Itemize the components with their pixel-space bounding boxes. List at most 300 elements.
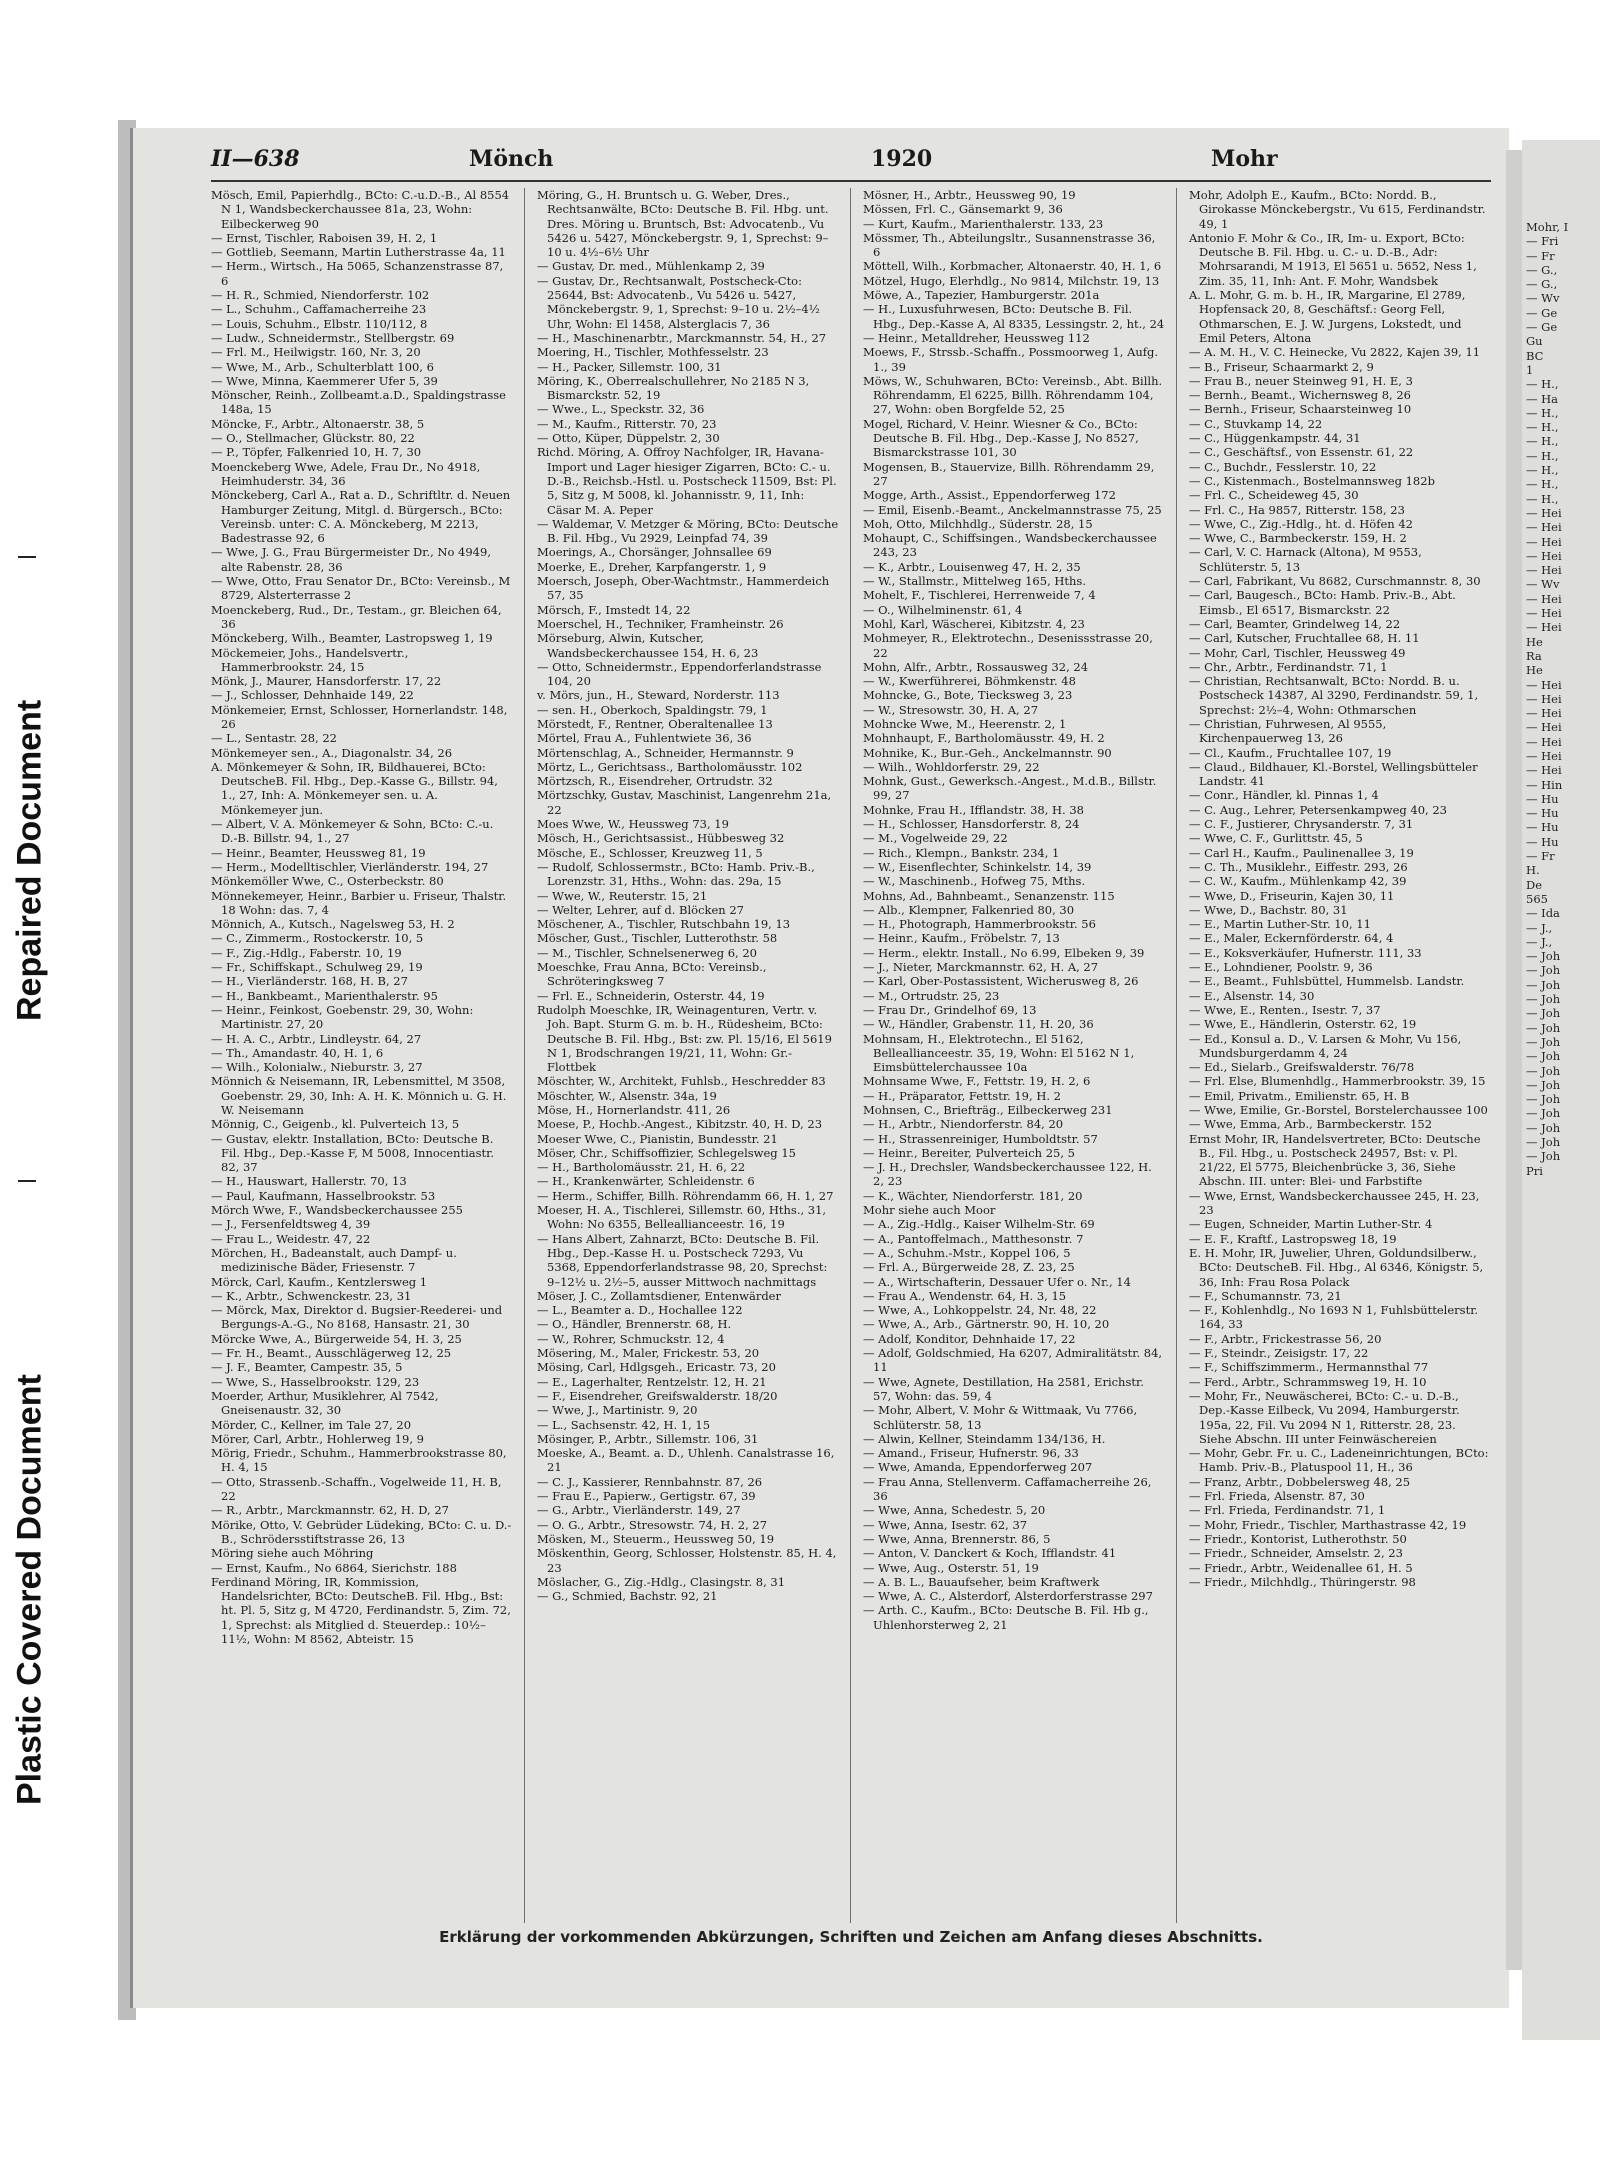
directory-entry: — Christian, Rechtsanwalt, BCto: Nordd. B. u. Postscheck 14387, Al 3290, Ferdinandstr. 59, 1, Sprechst: 2½–4, Wohn: Othmarschen [1189, 674, 1479, 717]
directory-entry: Mönckeberg, Wilh., Beamter, Lastropsweg 1, 19 [211, 631, 493, 646]
adjacent-page-line: He [1526, 634, 1543, 649]
directory-entry: — Wwe, J., Martinistr. 9, 20 [537, 1403, 698, 1418]
directory-entry: Moeser, H. A., Tischlerei, Sillemstr. 60, Hths., 31, Wohn: No 6355, Belleallianceestr. 16, 19 [537, 1203, 827, 1232]
adjacent-page-line: — J., [1526, 920, 1553, 935]
directory-entry: Mönkemeier, Ernst, Schlosser, Hornerlandstr. 148, 26 [211, 702, 508, 731]
directory-entry: — Mohr, Fr., Neuwäscherei, BCto: C.- u. D.-B., Dep.-Kasse Eilbeck, Vu 2094, Hamburgerstr. 195a, 22, Fil. Vu 2094 N 1, Ritterstr. 28, 23. Siehe Abschn. III unter Feinwäschereien [1189, 1388, 1460, 1446]
directory-entry: — Heinr., Kaufm., Fröbelstr. 7, 13 [863, 931, 1060, 946]
directory-entry: — Conr., Händler, kl. Pinnas 1, 4 [1189, 788, 1379, 803]
directory-entry: — Chr., Arbtr., Ferdinandstr. 71, 1 [1189, 659, 1388, 674]
directory-entry: — Emil, Eisenb.-Beamt., Anckelmannstrasse 75, 25 [863, 502, 1162, 517]
directory-entry: Mönnekemeyer, Heinr., Barbier u. Friseur, Thalstr. 18 Wohn: das. 7, 4 [211, 888, 507, 917]
directory-entry: — Otto, Strassenb.-Schaffn., Vogelweide 11, H. B, 22 [211, 1474, 502, 1504]
adjacent-page-line: — Hei [1526, 748, 1562, 763]
directory-entry: — Wwe, E., Renten., Isestr. 7, 37 [1189, 1002, 1381, 1017]
directory-entry: Mogensen, B., Stauervize, Billh. Röhrendamm 29, 27 [863, 459, 1155, 488]
directory-entry: Mohr siehe auch Moor [863, 1203, 996, 1218]
adjacent-page-line: — Joh [1526, 1034, 1561, 1049]
adjacent-page-line: 565 [1526, 891, 1548, 906]
directory-entry: — C., Geschäftsf., von Essenstr. 61, 22 [1189, 445, 1414, 460]
directory-entry: — L., Schuhm., Caffamacherreihe 23 [211, 302, 427, 317]
directory-entry: Mohmeyer, R., Elektrotechn., Desenissstrasse 20, 22 [863, 631, 1153, 660]
directory-entry: — Friedr., Arbtr., Weidenallee 61, H. 5 [1189, 1560, 1413, 1575]
adjacent-page-line: — Hu [1526, 806, 1559, 821]
directory-entry: Mohnke, Frau H., Ifflandstr. 38, H. 38 [863, 802, 1084, 817]
directory-entry: Mohnsame Wwe, F., Fettstr. 19, H. 2, 6 [863, 1074, 1091, 1089]
directory-entry: E. H. Mohr, IR, Juwelier, Uhren, Goldundsilberw., BCto: DeutscheB. Fil. Hbg., Al 6346, Königstr. 5, 36, Inh: Frau Rosa Polack [1189, 1245, 1484, 1289]
adjacent-page-line: — Ge [1526, 305, 1558, 320]
directory-entry: — Mohr, Gebr. Fr. u. C., Ladeneinrichtungen, BCto: Hamb. Priv.-B., Platuspool 11, H., 36 [1189, 1446, 1489, 1475]
directory-entry: A. L. Mohr, G. m. b. H., IR, Margarine, El 2789, Hopfensack 20, 8, Geschäftsf.: Georg Fell, Othmarschen, E. J. W. Jurgens, Lokstedt, und Emil Peters, Altona [1189, 288, 1466, 345]
directory-entry: Mohnhaupt, F., Bartholomäusstr. 49, H. 2 [863, 731, 1105, 746]
directory-entry: — K., Arbtr., Schwenckestr. 23, 31 [211, 1288, 412, 1303]
directory-entry: — Frl. M., Heilwigstr. 160, Nr. 3, 20 [211, 345, 421, 360]
directory-entry: — Carl, Baugesch., BCto: Hamb. Priv.-B., Abt. Eimsb., El 6517, Bismarckstr. 22 [1189, 588, 1456, 617]
directory-entry: — M., Tischler, Schnelsenerweg 6, 20 [537, 945, 757, 960]
directory-entry: — Adolf, Konditor, Dehnhaide 17, 22 [863, 1331, 1076, 1346]
directory-entry: Möring, K., Oberrealschullehrer, No 2185 N 3, Bismarckstr. 52, 19 [537, 373, 810, 403]
directory-entry: Moenckeberg, Rud., Dr., Testam., gr. Bleichen 64, 36 [211, 602, 502, 631]
directory-entry: Mörig, Friedr., Schuhm., Hammerbrookstrasse 80, H. 4, 15 [211, 1446, 507, 1475]
directory-entry: Möschter, W., Alsenstr. 34a, 19 [537, 1088, 717, 1103]
directory-entry: — W., Stallmstr., Mittelweg 165, Hths. [863, 574, 1086, 589]
directory-entry: — H., Photograph, Hammerbrookstr. 56 [863, 917, 1096, 932]
directory-entry: — F., Schiffszimmerm., Hermannsthal 77 [1189, 1360, 1429, 1375]
directory-entry: — Th., Amandastr. 40, H. 1, 6 [211, 1045, 384, 1060]
directory-entry: — Frl. Frieda, Alsenstr. 87, 30 [1189, 1489, 1365, 1504]
entry-column-4 [1189, 188, 1491, 1923]
directory-entry: — Eugen, Schneider, Martin Luther-Str. 4 [1189, 1217, 1433, 1232]
directory-entry: — C. F., Justierer, Chrysanderstr. 7, 31 [1189, 817, 1414, 832]
directory-entry: — H. R., Schmied, Niendorferstr. 102 [211, 288, 430, 303]
directory-entry: — G., Schmied, Bachstr. 92, 21 [537, 1589, 718, 1604]
directory-entry: — Ludw., Schneidermstr., Stellbergstr. 69 [211, 330, 455, 345]
directory-entry: — H., Strassenreiniger, Humboldtstr. 57 [863, 1131, 1098, 1146]
directory-entry: Mösche, E., Schlosser, Kreuzweg 11, 5 [537, 845, 763, 860]
directory-entry: Mörchen, H., Badeanstalt, auch Dampf- u. medizinische Bäder, Friesenstr. 7 [211, 1245, 457, 1275]
directory-entry: — Amand., Friseur, Hufnerstr. 96, 33 [863, 1446, 1079, 1461]
directory-entry: — Waldemar, V. Metzger & Möring, BCto: Deutsche B. Fil. Hbg., Vu 2929, Leinpfad 74, 39 [537, 516, 839, 546]
adjacent-page-line: — Hu [1526, 834, 1559, 849]
directory-entry: — Wwe, Otto, Frau Senator Dr., BCto: Vereinsb., M 8729, Alsterterrasse 2 [211, 574, 511, 603]
directory-entry: Moerings, A., Chorsänger, Johnsallee 69 [537, 545, 772, 560]
directory-entry: Moerschel, H., Techniker, Framheinstr. 26 [537, 616, 784, 631]
directory-entry: Moersch, Joseph, Ober-Wachtmstr., Hammerdeich 57, 35 [537, 574, 830, 603]
directory-entry: — O., Händler, Brennerstr. 68, H. [537, 1317, 732, 1332]
directory-entry: Mohr, Adolph E., Kaufm., BCto: Nordd. B., Girokasse Mönckebergstr., Vu 615, Ferdinandstr. 49, 1 [1189, 188, 1486, 231]
directory-entry: Moeske, A., Beamt. a. D., Uhlenh. Canalstrasse 16, 21 [537, 1446, 835, 1475]
column-rule [1176, 188, 1177, 1923]
directory-entry: — Carl, V. C. Harnack (Altona), M 9553, Schlüterstr. 5, 13 [1189, 545, 1422, 574]
directory-entry: Mössmer, Th., Abteilungsltr., Susannenstrasse 36, 6 [863, 230, 1156, 260]
directory-entry: — Wwe, J. G., Frau Bürgermeister Dr., No 4949, alte Rabenstr. 28, 36 [211, 545, 491, 574]
directory-entry: — Arth. C., Kaufm., BCto: Deutsche B. Fil. Hb g., Uhlenhorsterweg 2, 21 [863, 1603, 1149, 1632]
directory-entry: — Otto, Schneidermstr., Eppendorferlandstrasse 104, 20 [537, 659, 822, 689]
directory-entry: Mönkemöller Wwe, C., Osterbeckstr. 80 [211, 874, 444, 889]
directory-entry: — A., Schuhm.-Mstr., Koppel 106, 5 [863, 1245, 1071, 1260]
directory-entry: — Emil, Privatm., Emilienstr. 65, H. B [1189, 1088, 1410, 1103]
adjacent-page-line: — Joh [1526, 1006, 1561, 1021]
directory-entry: Mörtzschky, Gustav, Maschinist, Langenrehm 21a, 22 [537, 788, 832, 817]
entry-column-2 [537, 188, 839, 1923]
adjacent-page-line: — Joh [1526, 1106, 1561, 1121]
adjacent-page-line: — Joh [1526, 1120, 1561, 1135]
directory-entry: Ernst Mohr, IR, Handelsvertreter, BCto: Deutsche B., Fil. Hbg., u. Postscheck 24957, Bst: v. Pl. 21/22, El 5775, Bleichenbrücke 3, 36, Siehe Abschn. III. unter: Blei- und Farbstifte [1189, 1131, 1481, 1189]
directory-entry: Mohnsam, H., Elektrotechn., El 5162, Belleallianceestr. 35, 19, Wohn: El 5162 N 1, Eimsbüttelerchaussee 10a [863, 1031, 1135, 1075]
directory-entry: A. Mönkemeyer & Sohn, IR, Bildhauerei, BCto: DeutscheB. Fil. Hbg., Dep.-Kasse G., Billstr. 94, 1., 27, Inh: A. Mönkemeyer sen. u. A. Mönkemeyer jun. [211, 759, 498, 817]
directory-entry: Möring, G., H. Bruntsch u. G. Weber, Dres., Rechtsanwälte, BCto: Deutsche B. Fil. Hbg. unt. Dres. Möring u. Bruntsch, Bst: Advocatenb., Vu 5426 u. 5427, Mönckebergstr. 9, 1, Sprechst: 9–10 u. 4½–6½ Uhr [537, 188, 829, 260]
directory-entry: — Fr. H., Beamt., Ausschlägerweg 12, 25 [211, 1346, 452, 1361]
directory-entry: — Kurt, Kaufm., Marienthalerstr. 133, 23 [863, 216, 1104, 231]
directory-entry: — Ferd., Arbtr., Schrammsweg 19, H. 10 [1189, 1374, 1427, 1389]
directory-entry: Mösner, H., Arbtr., Heussweg 90, 19 [863, 188, 1076, 202]
directory-entry: — C., Buchdr., Fesslerstr. 10, 22 [1189, 459, 1377, 474]
directory-entry: — Frl. C., Ha 9857, Ritterstr. 158, 23 [1189, 502, 1405, 517]
adjacent-page-line: — H., [1526, 477, 1559, 492]
directory-entry: — Louis, Schuhm., Elbstr. 110/112, 8 [211, 316, 428, 331]
adjacent-page-line: — Hei [1526, 720, 1562, 735]
header-rule [211, 180, 1491, 182]
directory-entry: — L., Sachsenstr. 42, H. 1, 15 [537, 1417, 711, 1432]
directory-entry: — Carl H., Kaufm., Paulinenallee 3, 19 [1189, 845, 1414, 860]
directory-entry: — Gustav, Dr., Rechtsanwalt, Postscheck-Cto: 25644, Bst: Advocatenb., Vu 5426 u. 5427, Mönckebergstr. 9, 1, Sprechst: 9–10 u. 2½–4½ Uhr, Wohn: El 1458, Alsterglacis 7, 36 [537, 273, 820, 331]
directory-entry: Möttell, Wilh., Korbmacher, Altonaerstr. 40, H. 1, 6 [863, 259, 1162, 274]
directory-entry: — P., Töpfer, Falkenried 10, H. 7, 30 [211, 445, 422, 460]
directory-entry: Moese, P., Hochb.-Angest., Kibitzstr. 40, H. D, 23 [537, 1117, 823, 1132]
directory-entry: — K., Wächter, Niendorferstr. 181, 20 [863, 1188, 1083, 1203]
directory-entry: — Franz, Arbtr., Dobbelersweg 48, 25 [1189, 1474, 1411, 1489]
directory-entry: — E., Maler, Eckernförderstr. 64, 4 [1189, 931, 1394, 946]
adjacent-page-line: Ra [1526, 648, 1542, 663]
directory-entry: — Cl., Kaufm., Fruchtallee 107, 19 [1189, 745, 1392, 760]
directory-entry: Moenckeberg Wwe, Adele, Frau Dr., No 4918, Heimhuderstr. 34, 36 [211, 459, 481, 488]
directory-entry: Möschener, A., Tischler, Rutschbahn 19, 13 [537, 917, 791, 932]
directory-entry: Möwe, A., Tapezier, Hamburgerstr. 201a [863, 288, 1100, 303]
directory-entry: Mönnich & Neisemann, IR, Lebensmittel, M 3508, Goebenstr. 29, 30, Inh: A. H. K. Mönnich u. G. H. W. Neisemann [211, 1074, 507, 1117]
directory-entry: Möscher, Gust., Tischler, Lutterothstr. 58 [537, 931, 778, 946]
directory-entry: — Carl, Fabrikant, Vu 8682, Curschmannstr. 8, 30 [1189, 574, 1481, 589]
directory-entry: — E., Martin Luther-Str. 10, 11 [1189, 917, 1371, 932]
adjacent-page-line: — Hei [1526, 677, 1562, 692]
page-edge [1506, 150, 1522, 1970]
directory-entry: Mohncke Wwe, M., Heerenstr. 2, 1 [863, 716, 1067, 731]
directory-entry: — Wwe, A., Lohkoppelstr. 24, Nr. 48, 22 [863, 1303, 1097, 1318]
adjacent-page-line: — Hei [1526, 534, 1562, 549]
directory-entry: — Bernh., Beamt., Wichernsweg 8, 26 [1189, 388, 1411, 403]
directory-entry: Mörtel, Frau A., Fuhlentwiete 36, 36 [537, 731, 752, 746]
directory-entry: — Heinr., Beamter, Heussweg 81, 19 [211, 845, 426, 860]
directory-entry: — C., Hüggenkampstr. 44, 31 [1189, 431, 1361, 446]
directory-entry: — A., Pantoffelmach., Matthesonstr. 7 [863, 1231, 1084, 1246]
adjacent-page-line: — Wv [1526, 577, 1560, 592]
directory-entry: — J., Fersenfeldtsweg 4, 39 [211, 1217, 371, 1232]
directory-entry: — O., Wilhelminenstr. 61, 4 [863, 602, 1023, 617]
adjacent-page-line: — Ha [1526, 391, 1559, 406]
directory-entry: — Herm., Wirtsch., Ha 5065, Schanzenstrasse 87, 6 [211, 259, 504, 288]
directory-entry: — Gustav, elektr. Installation, BCto: Deutsche B. Fil. Hbg., Dep.-Kasse F, M 5008, Innocentiastr. 82, 37 [211, 1131, 495, 1175]
adjacent-page-line: — H., [1526, 463, 1559, 478]
directory-entry: — O., Stellmacher, Glückstr. 80, 22 [211, 431, 415, 446]
directory-entry: — J. H., Drechsler, Wandsbeckerchaussee 122, H. 2, 23 [863, 1160, 1152, 1189]
directory-entry: Mösken, M., Steuerm., Heussweg 50, 19 [537, 1531, 775, 1546]
range-end-keyword: Mohr [1211, 146, 1278, 172]
directory-entry: Mogge, Arth., Assist., Eppendorferweg 172 [863, 488, 1116, 503]
directory-entry: Mörseburg, Alwin, Kutscher, Wandsbeckerchaussee 154, H. 6, 23 [537, 631, 759, 660]
directory-entry: — Rudolf, Schlossermstr., BCto: Hamb. Priv.-B., Lorenzstr. 31, Hths., Wohn: das. 29a, 15 [537, 859, 815, 889]
directory-entry: — Carl, Beamter, Grindelweg 14, 22 [1189, 616, 1401, 631]
directory-entry: — Wwe, C., Barmbeckerstr. 159, H. 2 [1189, 531, 1407, 546]
directory-entry: — E., Koksverkäufer, Hufnerstr. 111, 33 [1189, 945, 1422, 960]
directory-entry: — Frau L., Weidestr. 47, 22 [211, 1231, 371, 1246]
directory-entry: Moerke, E., Dreher, Karpfangerstr. 1, 9 [537, 559, 767, 574]
directory-entry: Möckemeier, Johs., Handelsvertr., Hammerbrookstr. 24, 15 [211, 645, 409, 674]
directory-entry: — C. Th., Musiklehr., Eiffestr. 293, 26 [1189, 859, 1408, 874]
directory-entry: — H., Arbtr., Niendorferstr. 84, 20 [863, 1117, 1064, 1132]
column-rule [850, 188, 851, 1923]
adjacent-page-line: — Hei [1526, 706, 1562, 721]
directory-entry: Mönscher, Reinh., Zollbeamt.a.D., Spaldingstrasse 148a, 15 [211, 388, 506, 417]
directory-entry: Mötzel, Hugo, Elerhdlg., No 9814, Milchstr. 19, 13 [863, 273, 1160, 288]
directory-entry: — Herm., Modelltischler, Vierländerstr. 194, 27 [211, 859, 489, 874]
directory-entry: — sen. H., Oberkoch, Spaldingstr. 79, 1 [537, 702, 768, 717]
directory-entry: — Wwe, W., Reuterstr. 15, 21 [537, 888, 708, 903]
directory-entry: Mörstedt, F., Rentner, Oberaltenallee 13 [537, 716, 773, 731]
directory-entry: Mohaupt, C., Schiffsingen., Wandsbeckerchaussee 243, 23 [863, 531, 1157, 560]
directory-entry: Moh, Otto, Milchhdlg., Süderstr. 28, 15 [863, 516, 1093, 531]
directory-entry: Möser, Chr., Schiffsoffizier, Schlegelsweg 15 [537, 1145, 796, 1160]
directory-entry: — Friedr., Milchhdlg., Thüringerstr. 98 [1189, 1574, 1416, 1589]
directory-entry: Mohns, Ad., Bahnbeamt., Senanzenstr. 115 [863, 888, 1115, 903]
directory-entry: Mönnig, C., Geigenb., kl. Pulverteich 13, 5 [211, 1117, 460, 1132]
directory-entry: — Bernh., Friseur, Schaarsteinweg 10 [1189, 402, 1412, 417]
directory-entry: — Frl. Else, Blumenhdlg., Hammerbrookstr. 39, 15 [1189, 1074, 1486, 1089]
directory-entry: — R., Arbtr., Marckmannstr. 62, H. D, 27 [211, 1503, 449, 1518]
adjacent-page-line: — H., [1526, 448, 1559, 463]
directory-page [130, 128, 1509, 2008]
directory-entry: — Otto, Küper, Düppelstr. 2, 30 [537, 431, 720, 446]
directory-entry: — Wwe, Aug., Osterstr. 51, 19 [863, 1560, 1039, 1575]
entry-column-3 [863, 188, 1165, 1923]
directory-entry: — C. W., Kaufm., Mühlenkamp 42, 39 [1189, 874, 1407, 889]
directory-entry: — H., Bartholomäusstr. 21, H. 6, 22 [537, 1160, 746, 1175]
directory-entry: Mörcke Wwe, A., Bürgerweide 54, H. 3, 25 [211, 1331, 462, 1346]
directory-entry: — E., Beamt., Fuhlsbüttel, Hummelsb. Landstr. [1189, 974, 1465, 989]
adjacent-page-line: De [1526, 877, 1543, 892]
adjacent-page-line: — Fr [1526, 248, 1555, 263]
directory-entry: Mörck, Carl, Kaufm., Kentzlersweg 1 [211, 1274, 428, 1289]
directory-entry: — Ernst, Kaufm., No 6864, Sierichstr. 188 [211, 1560, 457, 1575]
adjacent-page-line: — Hei [1526, 620, 1562, 635]
adjacent-page-line: — Hu [1526, 791, 1559, 806]
directory-entry: — K., Arbtr., Louisenweg 47, H. 2, 35 [863, 559, 1081, 574]
adjacent-page-line: — Joh [1526, 1063, 1561, 1078]
directory-entry: — E., Lohndiener, Poolstr. 9, 36 [1189, 960, 1373, 975]
directory-entry: — H., Vierländerstr. 168, H. B, 27 [211, 974, 408, 989]
abbreviation-footer-note: Erklärung der vorkommenden Abkürzungen, Schriften und Zeichen am Anfang dieses Abschnitts. [439, 1928, 1263, 1946]
directory-entry: Mohnike, K., Bur.-Geh., Anckelmannstr. 90 [863, 745, 1112, 760]
directory-entry: — H., Bankbeamt., Marienthalerstr. 95 [211, 988, 438, 1003]
directory-entry: — L., Beamter a. D., Hochallee 122 [537, 1303, 743, 1318]
directory-entry: — Herm., elektr. Install., No 6.99, Elbeken 9, 39 [863, 945, 1145, 960]
directory-entry: — Wwe, Anna, Isestr. 62, 37 [863, 1517, 1028, 1532]
directory-entry: Mönk, J., Maurer, Hansdorferstr. 17, 22 [211, 674, 442, 689]
directory-entry: — Frl. C., Scheideweg 45, 30 [1189, 488, 1359, 503]
directory-entry: — M., Ortrudstr. 25, 23 [863, 988, 1000, 1003]
directory-entry: — Christian, Fuhrwesen, Al 9555, Kirchenpauerweg 13, 26 [1189, 716, 1387, 746]
directory-entry: Rudolph Moeschke, IR, Weinagenturen, Vertr. v. Joh. Bapt. Sturm G. m. b. H., Rüdesheim, BCto: Deutsche B. Fil. Hbg., Bst: zw. Pl. 15/16, El 5619 N 1, Brodschrangen 19/21, 11, Wohn: Gr.-Flottbek [537, 1002, 832, 1075]
directory-entry: — Mohr, Carl, Tischler, Heussweg 49 [1189, 645, 1406, 660]
directory-entry: — E., Lagerhalter, Rentzelstr. 12, H. 21 [537, 1374, 767, 1389]
directory-entry: — J. F., Beamter, Campestr. 35, 5 [211, 1360, 403, 1375]
directory-entry: Mösinger, P., Arbtr., Sillemstr. 106, 31 [537, 1431, 759, 1446]
directory-entry: — Ernst, Tischler, Raboisen 39, H. 2, 1 [211, 230, 438, 245]
adjacent-page-line: — H., [1526, 377, 1559, 392]
label-divider [18, 556, 36, 558]
adjacent-page-line: — Fri [1526, 234, 1559, 249]
directory-entry: Mörch Wwe, F., Wandsbeckerchaussee 255 [211, 1203, 463, 1218]
directory-entry: — Wwe, M., Arb., Schulterblatt 100, 6 [211, 359, 434, 374]
adjacent-page-line: — Joh [1526, 1077, 1561, 1092]
directory-entry: — H., Krankenwärter, Schleidenstr. 6 [537, 1174, 755, 1189]
adjacent-page-line: — Hei [1526, 563, 1562, 578]
directory-entry: Mörer, Carl, Arbtr., Hohlerweg 19, 9 [211, 1431, 424, 1446]
directory-entry: Mörike, Otto, V. Gebrüder Lüdeking, BCto: C. u. D.-B., Schrödersstiftstrasse 26, 13 [211, 1517, 512, 1546]
directory-entry: Moeschke, Frau Anna, BCto: Vereinsb., Schröteringksweg 7 [537, 960, 767, 989]
adjacent-page-line: — Joh [1526, 963, 1561, 978]
directory-entry: — Wwe., L., Speckstr. 32, 36 [537, 402, 705, 417]
directory-year: 1920 [871, 146, 933, 172]
entry-column-1 [211, 188, 513, 1923]
directory-entry: — A., Wirtschafterin, Dessauer Ufer o. Nr., 14 [863, 1274, 1131, 1289]
directory-entry: — Claud., Bildhauer, Kl.-Borstel, Wellingsbütteler Landstr. 41 [1189, 759, 1478, 789]
directory-entry: — Mohr, Friedr., Tischler, Marthastrasse 42, 19 [1189, 1517, 1467, 1532]
directory-entry: Mörder, C., Kellner, im Tale 27, 20 [211, 1417, 412, 1432]
directory-entry: Mönnich, A., Kutsch., Nagelsweg 53, H. 2 [211, 917, 455, 932]
directory-entry: — Anton, V. Danckert & Koch, Ifflandstr. 41 [863, 1546, 1117, 1561]
directory-entry: Mohelt, F., Tischlerei, Herrenweide 7, 4 [863, 588, 1096, 603]
directory-entry: Mohn, Alfr., Arbtr., Rossausweg 32, 24 [863, 659, 1089, 674]
directory-entry: Mösch, Emil, Papierhdlg., BCto: C.-u.D.-B., Al 8554 N 1, Wandsbeckerchaussee 81a, 23, Wohn: Eilbeckerweg 90 [211, 188, 510, 231]
directory-entry: — Wwe, A. C., Alsterdorf, Alsterdorferstrasse 297 [863, 1589, 1153, 1604]
directory-entry: — Wwe, A., Arb., Gärtnerstr. 90, H. 10, 20 [863, 1317, 1110, 1332]
directory-entry: Möser, J. C., Zollamtsdiener, Entenwärder [537, 1288, 781, 1303]
directory-entry: — H., Schlosser, Hansdorferstr. 8, 24 [863, 817, 1080, 832]
directory-entry: Mohnsen, C., Briefträg., Eilbeckerweg 231 [863, 1103, 1113, 1117]
adjacent-page-line: — Hin [1526, 777, 1563, 792]
directory-entry: — W., Händler, Grabenstr. 11, H. 20, 36 [863, 1017, 1094, 1032]
label-divider [18, 1180, 36, 1182]
page-number: II—638 [211, 146, 300, 172]
directory-entry: — Gustav, Dr. med., Mühlenkamp 2, 39 [537, 259, 765, 274]
directory-entry: — Wilh., Kolonialw., Nieburstr. 3, 27 [211, 1060, 423, 1075]
directory-entry: — M., Vogelweide 29, 22 [863, 831, 1008, 846]
directory-entry: — F., Eisendreher, Greifswalderstr. 18/20 [537, 1388, 778, 1403]
directory-entry: — Wwe, Emma, Arb., Barmbeckerstr. 152 [1189, 1117, 1433, 1132]
directory-entry: — Rich., Klempn., Bankstr. 234, 1 [863, 845, 1060, 860]
adjacent-page-line: 1 [1526, 362, 1534, 377]
directory-entry: — H., Luxusfuhrwesen, BCto: Deutsche B. Fil. Hbg., Dep.-Kasse A, Al 8335, Lessingstr. 2, ht., 24 [863, 302, 1165, 331]
adjacent-page-line: — Fr [1526, 849, 1555, 864]
directory-entry: Mösing, Carl, Hdlgsgeh., Ericastr. 73, 20 [537, 1360, 776, 1375]
directory-entry: — Frl. Frieda, Ferdinandstr. 71, 1 [1189, 1503, 1386, 1518]
directory-entry: Mössen, Frl. C., Gänsemarkt 9, 36 [863, 202, 1063, 217]
adjacent-page-line: — Hu [1526, 820, 1559, 835]
directory-entry: — A., Zig.-Hdlg., Kaiser Wilhelm-Str. 69 [863, 1217, 1095, 1232]
adjacent-page-line: — Joh [1526, 1149, 1561, 1164]
directory-entry: Mohncke, G., Bote, Tiecksweg 3, 23 [863, 688, 1073, 703]
directory-entry: — Heinr., Metalldreher, Heussweg 112 [863, 330, 1090, 345]
directory-entry: — Wwe, Minna, Kaemmerer Ufer 5, 39 [211, 373, 438, 388]
directory-entry: — A. M. H., V. C. Heinecke, Vu 2822, Kajen 39, 11 [1189, 345, 1481, 360]
directory-entry: Mohl, Karl, Wäscherei, Kibitzstr. 4, 23 [863, 616, 1085, 631]
directory-entry: — Mörck, Max, Direktor d. Bugsier-Reederei- und Bergungs-A.-G., No 8168, Hansastr. 21, 30 [211, 1303, 503, 1332]
directory-entry: — Frl. E., Schneiderin, Osterstr. 44, 19 [537, 988, 765, 1003]
adjacent-page-line: — Joh [1526, 1020, 1561, 1035]
directory-entry: — F., Arbtr., Frickestrasse 56, 20 [1189, 1331, 1382, 1346]
directory-entry: — Wwe, Ernst, Wandsbeckerchaussee 245, H. 23, 23 [1189, 1188, 1480, 1218]
directory-entry: Mörtz, L., Gerichtsass., Bartholomäusstr. 102 [537, 759, 803, 774]
directory-entry: — Frl. A., Bürgerweide 28, Z. 23, 25 [863, 1260, 1075, 1275]
directory-entry: — Wwe, D., Bachstr. 80, 31 [1189, 902, 1348, 917]
adjacent-page-line: — G., [1526, 277, 1558, 292]
adjacent-page-line: — J., [1526, 934, 1553, 949]
directory-entry: Möws, W., Schuhwaren, BCto: Vereinsb., Abt. Billh. Röhrendamm, El 6225, Billh. Röhrendamm 104, 27, Wohn: oben Borgfelde 52, 25 [863, 373, 1163, 417]
directory-entry: — Wwe, Anna, Brennerstr. 86, 5 [863, 1531, 1051, 1546]
directory-entry: — J., Nieter, Marckmannstr. 62, H. A, 27 [863, 960, 1099, 975]
directory-entry: — M., Kaufm., Ritterstr. 70, 23 [537, 416, 717, 431]
directory-entry: — L., Sentastr. 28, 22 [211, 731, 337, 746]
adjacent-page-line: Mohr, I [1526, 220, 1569, 234]
directory-entry: Mönkemeyer sen., A., Diagonalstr. 34, 26 [211, 745, 453, 760]
directory-entry: — C. J., Kassierer, Rennbahnstr. 87, 26 [537, 1474, 763, 1489]
directory-entry: — Ed., Konsul a. D., V. Larsen & Mohr, Vu 156, Mundsburgerdamm 4, 24 [1189, 1031, 1462, 1060]
directory-entry: Moering, H., Tischler, Mothfesselstr. 23 [537, 345, 769, 360]
adjacent-page-line: — Hei [1526, 691, 1562, 706]
plastic-covered-document-label: Plastic Covered Document [10, 1374, 49, 1806]
directory-entry: — Wilh., Wohldorferstr. 29, 22 [863, 759, 1040, 774]
directory-entry: — W., Stresowstr. 30, H. A, 27 [863, 702, 1039, 717]
adjacent-page-line: — Joh [1526, 1049, 1561, 1064]
directory-entry: — W., Maschinenb., Hofweg 75, Mths. [863, 874, 1086, 889]
directory-entry: — G., Arbtr., Vierländerstr. 149, 27 [537, 1503, 741, 1518]
directory-entry: Moews, F., Strssb.-Schaffn., Possmoorweg 1, Aufg. 1., 39 [863, 345, 1159, 374]
directory-entry: — H., Präparator, Fettstr. 19, H. 2 [863, 1088, 1061, 1103]
directory-entry: Ferdinand Möring, IR, Kommission, Handelsrichter, BCto: DeutscheB. Fil. Hbg., Bst: ht. Pl. 5, Sitz g, M 4720, Ferdinandstr. 5, Zim. 72, 1, Sprechst: als Mitglied d. Steuerdep.: 10½–11½, Wohn: M 8562, Abteistr. 15 [211, 1574, 511, 1646]
directory-entry: — W., Rohrer, Schmuckstr. 12, 4 [537, 1331, 725, 1346]
directory-entry: — Herm., Schiffer, Billh. Röhrendamm 66, H. 1, 27 [537, 1188, 834, 1203]
adjacent-page-line: — H., [1526, 434, 1559, 449]
directory-entry: — Friedr., Kontorist, Lutherothstr. 50 [1189, 1531, 1407, 1546]
directory-entry: Moes Wwe, W., Heussweg 73, 19 [537, 817, 729, 832]
directory-entry: — C., Stuvkamp 14, 22 [1189, 416, 1323, 431]
directory-entry: — Wwe, E., Händlerin, Osterstr. 62, 19 [1189, 1017, 1417, 1032]
adjacent-page-line: — Ge [1526, 320, 1558, 335]
directory-entry: — H., Packer, Sillemstr. 100, 31 [537, 359, 722, 374]
adjacent-page-line: — Joh [1526, 1135, 1561, 1149]
adjacent-page-line: — G., [1526, 262, 1558, 277]
directory-entry: — Frau E., Papierw., Gertigstr. 67, 39 [537, 1489, 756, 1504]
directory-entry: v. Mörs, jun., H., Steward, Norderstr. 113 [537, 688, 780, 703]
directory-entry: — Frau Dr., Grindelhof 69, 13 [863, 1002, 1037, 1017]
directory-entry: — Alwin, Kellner, Steindamm 134/136, H. [863, 1431, 1106, 1446]
directory-entry: Mönckeberg, Carl A., Rat a. D., Schriftltr. d. Neuen Hamburger Zeitung, Mitgl. d. Bürgersch., BCto: Vereinsb. unter: C. A. Mönckeberg, M 2213, Badestrasse 92, 6 [211, 488, 511, 546]
directory-entry: — Welter, Lehrer, auf d. Blöcken 27 [537, 902, 744, 917]
adjacent-page-line: — Joh [1526, 992, 1561, 1007]
adjacent-page-line: — H., [1526, 491, 1559, 506]
directory-entry: — C. Aug., Lehrer, Petersenkampweg 40, 23 [1189, 802, 1447, 817]
adjacent-page-line: — H., [1526, 405, 1559, 420]
adjacent-page-line: — Hei [1526, 606, 1562, 621]
